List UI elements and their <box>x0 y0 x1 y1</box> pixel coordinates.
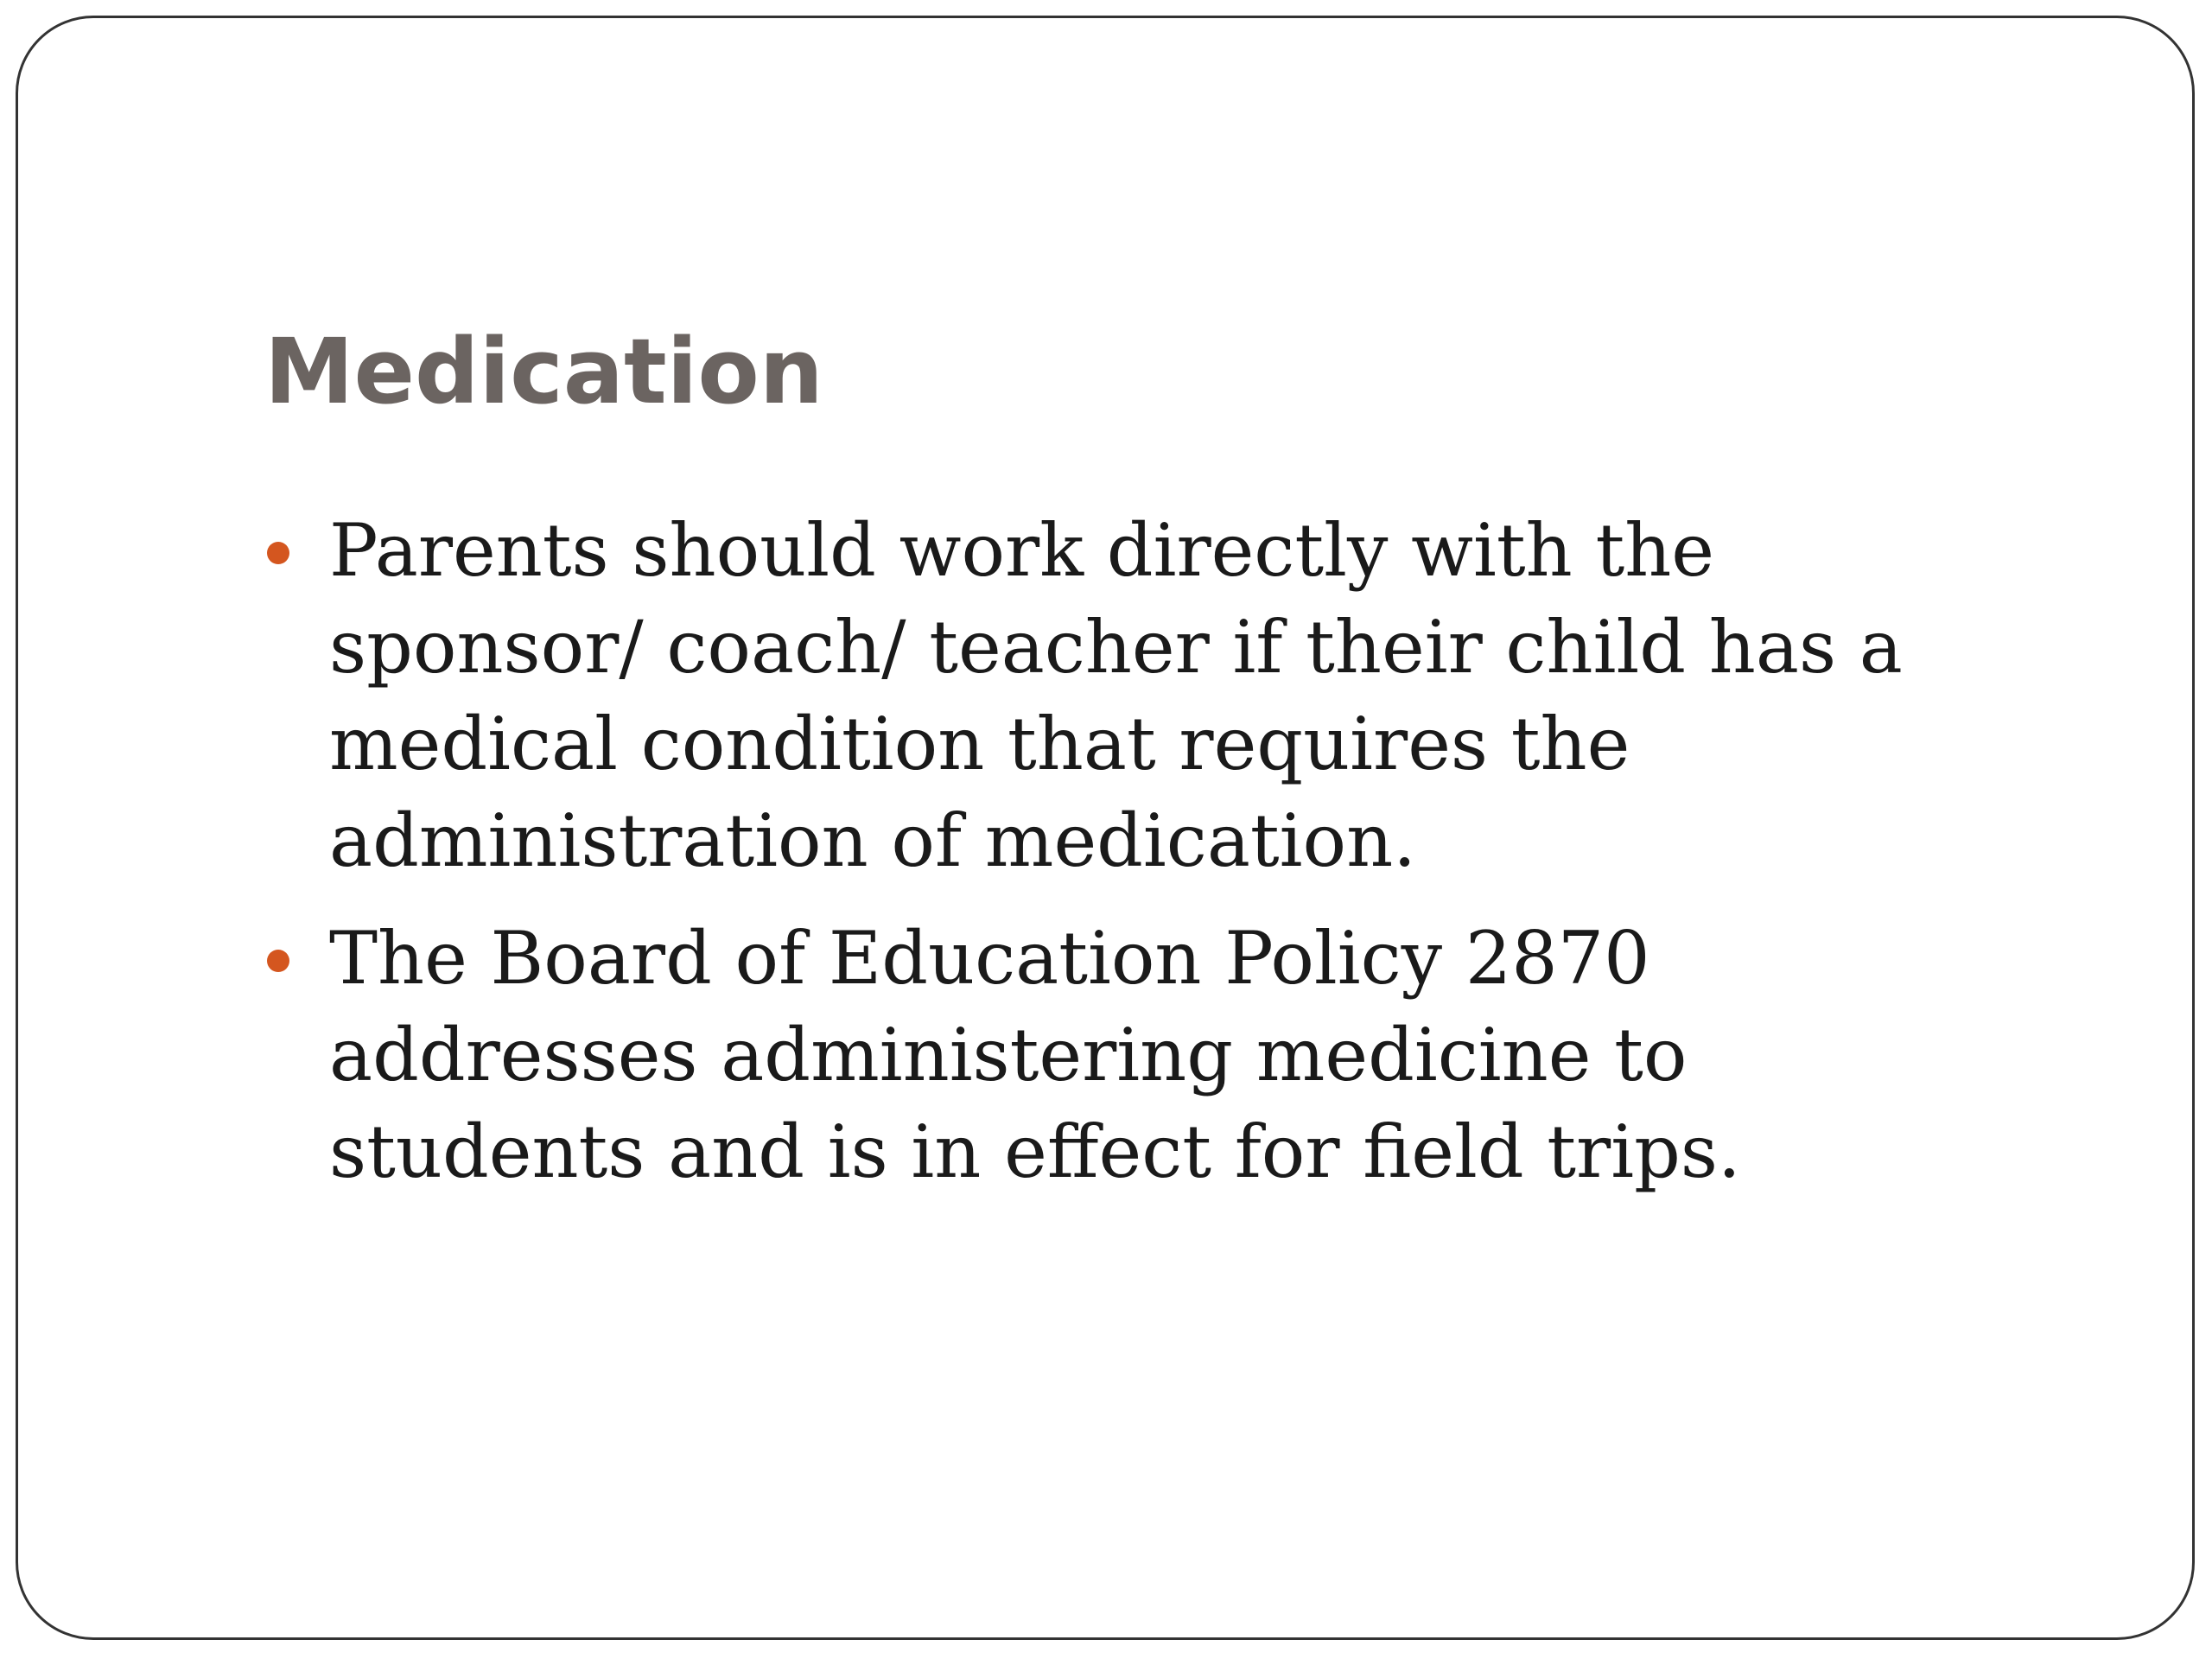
bullet-item <box>260 910 2005 1200</box>
bullet-item <box>260 502 2005 889</box>
bullet-text: Parents should work directly with the sponsor/ coach/ teacher if their child has a medical condition that requires the administration of medication. <box>329 508 1903 883</box>
bullet-dot-icon <box>267 542 289 564</box>
bullet-list <box>260 502 2005 1221</box>
slide-title: Medication <box>264 319 823 424</box>
bullet-text: The Board of Education Policy 2870 addresses administering medicine to students and is in effect for field trips. <box>329 916 1741 1194</box>
slide-frame <box>16 16 2195 1640</box>
bullet-dot-icon <box>267 950 289 972</box>
